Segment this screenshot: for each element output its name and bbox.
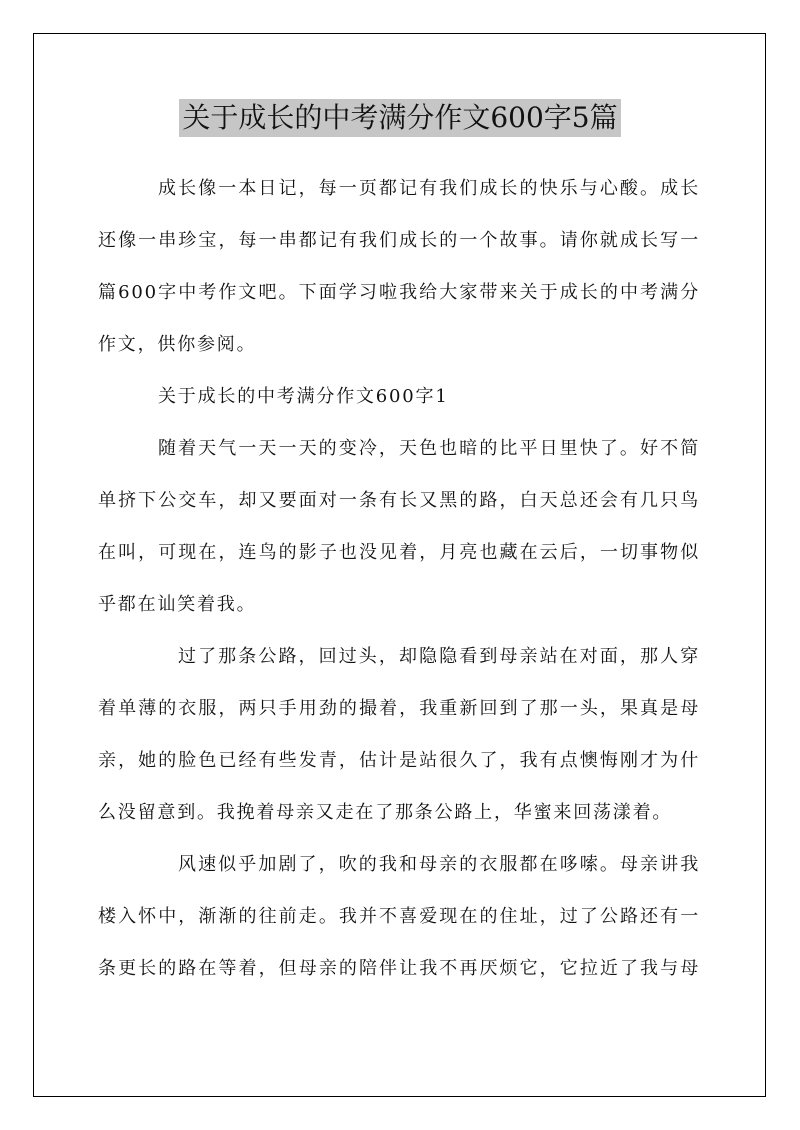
- paragraph-line: 还像一串珍宝，每一串都记有我们成长的一个故事。请你就成长写一: [98, 230, 700, 251]
- paragraph: [98, 839, 700, 995]
- section-heading: [98, 371, 700, 423]
- paragraph-line: 楼入怀中，渐渐的往前走。我并不喜爱现在的住址，过了公路还有一: [98, 906, 700, 927]
- paragraph: [98, 423, 700, 631]
- paragraph: [98, 631, 700, 839]
- paragraph-line: 条更长的路在等着，但母亲的陪伴让我不再厌烦它，它拉近了我与母: [98, 958, 700, 979]
- document-body: [98, 163, 700, 995]
- paragraph-line: 着单薄的衣服，两只手用劲的撮着，我重新回到了那一头，果真是母: [98, 698, 700, 719]
- paragraph-line: 篇600字中考作文吧。下面学习啦我给大家带来关于成长的中考满分: [98, 282, 700, 303]
- title-container: [0, 99, 800, 137]
- document-title: 关于成长的中考满分作文600字5篇: [179, 99, 620, 137]
- paragraph-line: 过了那条公路，回过头，却隐隐看到母亲站在对面，那人穿: [178, 646, 700, 667]
- paragraph-line: 在叫，可现在，连鸟的影子也没见着，月亮也藏在云后，一切事物似: [98, 542, 700, 563]
- paragraph-intro: [98, 163, 700, 371]
- paragraph-line: 风速似乎加剧了，吹的我和母亲的衣服都在哆嗦。母亲讲我: [178, 854, 700, 875]
- paragraph-line: 随着天气一天一天的变冷，天色也暗的比平日里快了。好不简: [158, 438, 700, 459]
- paragraph-line: 成长像一本日记，每一页都记有我们成长的快乐与心酸。成长: [158, 178, 700, 199]
- paragraph-line: 乎都在讪笑着我。: [98, 594, 257, 615]
- paragraph-line: 么没留意到。我挽着母亲又走在了那条公路上，华蜜来回荡漾着。: [98, 802, 673, 823]
- paragraph-line: 作文，供你参阅。: [98, 334, 257, 355]
- paragraph-line: 单挤下公交车，却又要面对一条有长又黑的路，白天总还会有几只鸟: [98, 490, 700, 511]
- section-heading-line: 关于成长的中考满分作文600字1: [158, 386, 449, 407]
- paragraph-line: 亲，她的脸色已经有些发青，估计是站很久了，我有点懊悔刚才为什: [98, 750, 700, 771]
